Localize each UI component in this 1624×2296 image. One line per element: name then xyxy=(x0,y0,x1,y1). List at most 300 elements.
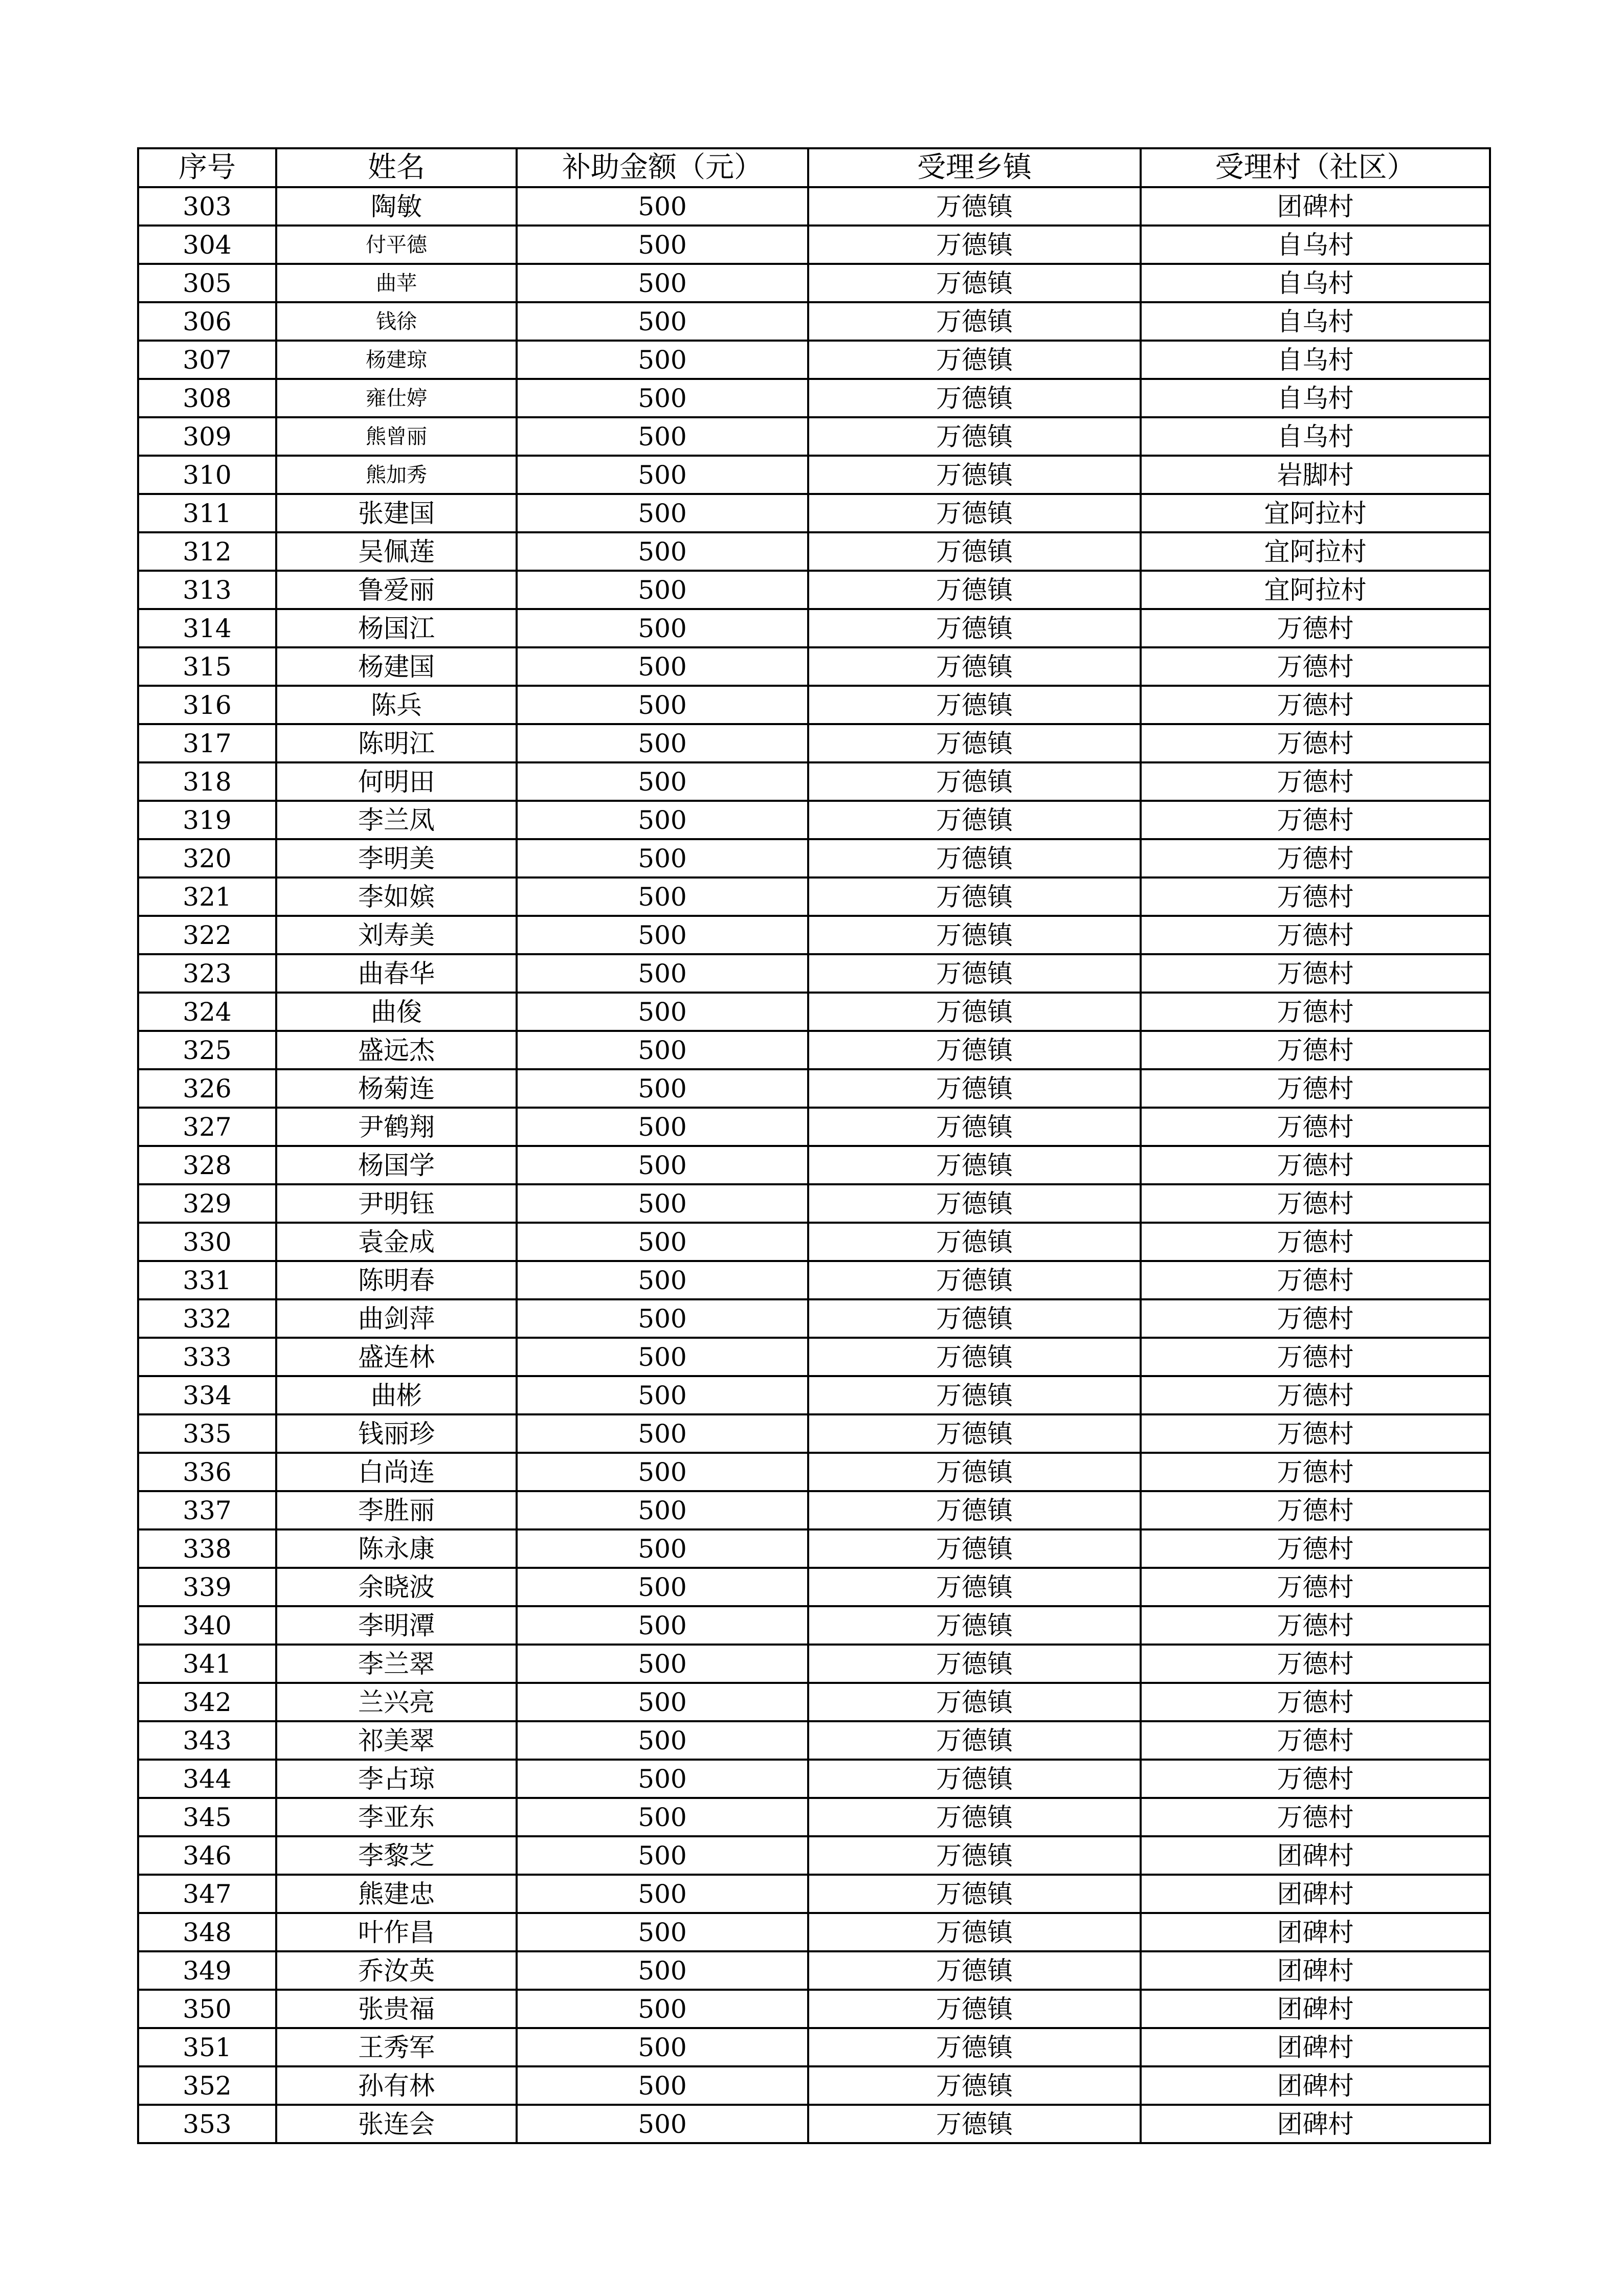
township-cell: 万德镇 xyxy=(808,801,1141,839)
name-cell: 雍仕婷 xyxy=(276,379,517,417)
amount-cell: 500 xyxy=(517,724,808,762)
serial-cell: 312 xyxy=(138,532,276,571)
name-cell: 刘寿美 xyxy=(276,916,517,954)
township-cell: 万德镇 xyxy=(808,379,1141,417)
village-cell: 万德村 xyxy=(1141,1299,1490,1338)
amount-cell: 500 xyxy=(517,1606,808,1645)
serial-cell: 316 xyxy=(138,686,276,724)
serial-cell: 337 xyxy=(138,1491,276,1529)
name-cell: 盛连林 xyxy=(276,1338,517,1376)
table-row xyxy=(138,724,1490,762)
village-cell: 万德村 xyxy=(1141,1146,1490,1184)
township-cell: 万德镇 xyxy=(808,1491,1141,1529)
village-cell: 万德村 xyxy=(1141,647,1490,686)
village-cell: 万德村 xyxy=(1141,1184,1490,1223)
table-row xyxy=(138,993,1490,1031)
amount-cell: 500 xyxy=(517,1951,808,1990)
township-cell: 万德镇 xyxy=(808,647,1141,686)
name-cell: 曲彬 xyxy=(276,1376,517,1414)
serial-cell: 321 xyxy=(138,877,276,916)
village-cell: 万德村 xyxy=(1141,1529,1490,1568)
name-cell: 杨菊连 xyxy=(276,1069,517,1108)
village-cell: 万德村 xyxy=(1141,801,1490,839)
table-row xyxy=(138,1529,1490,1568)
name-cell: 杨国江 xyxy=(276,609,517,647)
table-row xyxy=(138,494,1490,532)
name-cell: 曲春华 xyxy=(276,954,517,993)
township-cell: 万德镇 xyxy=(808,1951,1141,1990)
name-cell: 陈明江 xyxy=(276,724,517,762)
township-cell: 万德镇 xyxy=(808,1453,1141,1491)
amount-cell: 500 xyxy=(517,302,808,341)
name-cell: 祁美翠 xyxy=(276,1721,517,1760)
amount-cell: 500 xyxy=(517,1683,808,1721)
village-cell: 万德村 xyxy=(1141,1645,1490,1683)
table-body xyxy=(138,187,1490,2143)
amount-cell: 500 xyxy=(517,187,808,226)
village-cell: 团碑村 xyxy=(1141,2105,1490,2143)
village-cell: 万德村 xyxy=(1141,686,1490,724)
amount-cell: 500 xyxy=(517,1529,808,1568)
name-cell: 盛远杰 xyxy=(276,1031,517,1069)
table-row xyxy=(138,1913,1490,1951)
township-cell: 万德镇 xyxy=(808,456,1141,494)
serial-cell: 353 xyxy=(138,2105,276,2143)
amount-cell: 500 xyxy=(517,647,808,686)
village-cell: 团碑村 xyxy=(1141,1836,1490,1875)
name-cell: 余晓波 xyxy=(276,1568,517,1606)
township-cell: 万德镇 xyxy=(808,1760,1141,1798)
table-row xyxy=(138,1338,1490,1376)
table-row xyxy=(138,1069,1490,1108)
name-cell: 袁金成 xyxy=(276,1223,517,1261)
township-cell: 万德镇 xyxy=(808,1146,1141,1184)
table-row xyxy=(138,2028,1490,2066)
amount-cell: 500 xyxy=(517,571,808,609)
serial-cell: 309 xyxy=(138,417,276,456)
village-cell: 万德村 xyxy=(1141,1721,1490,1760)
serial-cell: 308 xyxy=(138,379,276,417)
amount-cell: 500 xyxy=(517,1836,808,1875)
name-cell: 李兰翠 xyxy=(276,1645,517,1683)
name-cell: 曲苹 xyxy=(276,264,517,302)
table-row xyxy=(138,1453,1490,1491)
table-row xyxy=(138,1184,1490,1223)
name-cell: 叶作昌 xyxy=(276,1913,517,1951)
table-row xyxy=(138,1376,1490,1414)
serial-cell: 339 xyxy=(138,1568,276,1606)
table-row xyxy=(138,686,1490,724)
amount-cell: 500 xyxy=(517,1875,808,1913)
amount-cell: 500 xyxy=(517,532,808,571)
table-header-row xyxy=(138,148,1490,187)
amount-cell: 500 xyxy=(517,839,808,877)
serial-cell: 320 xyxy=(138,839,276,877)
serial-cell: 347 xyxy=(138,1875,276,1913)
table-row xyxy=(138,839,1490,877)
name-cell: 陈兵 xyxy=(276,686,517,724)
amount-cell: 500 xyxy=(517,1069,808,1108)
serial-cell: 350 xyxy=(138,1990,276,2028)
township-cell: 万德镇 xyxy=(808,1529,1141,1568)
serial-cell: 338 xyxy=(138,1529,276,1568)
village-cell: 万德村 xyxy=(1141,724,1490,762)
name-cell: 何明田 xyxy=(276,762,517,801)
table-row xyxy=(138,532,1490,571)
amount-cell: 500 xyxy=(517,1299,808,1338)
amount-cell: 500 xyxy=(517,417,808,456)
name-cell: 尹明钰 xyxy=(276,1184,517,1223)
township-cell: 万德镇 xyxy=(808,1875,1141,1913)
name-cell: 钱徐 xyxy=(276,302,517,341)
village-cell: 自乌村 xyxy=(1141,264,1490,302)
name-cell: 张建国 xyxy=(276,494,517,532)
amount-cell: 500 xyxy=(517,1721,808,1760)
name-cell: 熊加秀 xyxy=(276,456,517,494)
amount-cell: 500 xyxy=(517,1491,808,1529)
name-cell: 李亚东 xyxy=(276,1798,517,1836)
table-row xyxy=(138,302,1490,341)
name-cell: 李胜丽 xyxy=(276,1491,517,1529)
serial-cell: 305 xyxy=(138,264,276,302)
amount-cell: 500 xyxy=(517,1223,808,1261)
table-row xyxy=(138,1414,1490,1453)
serial-cell: 334 xyxy=(138,1376,276,1414)
serial-cell: 303 xyxy=(138,187,276,226)
village-cell: 万德村 xyxy=(1141,839,1490,877)
village-cell: 自乌村 xyxy=(1141,379,1490,417)
township-cell: 万德镇 xyxy=(808,724,1141,762)
table-row xyxy=(138,456,1490,494)
serial-cell: 326 xyxy=(138,1069,276,1108)
amount-cell: 500 xyxy=(517,2066,808,2105)
village-cell: 团碑村 xyxy=(1141,2028,1490,2066)
name-cell: 曲俊 xyxy=(276,993,517,1031)
table-row xyxy=(138,2066,1490,2105)
amount-cell: 500 xyxy=(517,609,808,647)
name-cell: 杨建琼 xyxy=(276,341,517,379)
table-row xyxy=(138,1568,1490,1606)
header-township: 受理乡镇 xyxy=(808,148,1141,187)
village-cell: 万德村 xyxy=(1141,1376,1490,1414)
name-cell: 陶敏 xyxy=(276,187,517,226)
village-cell: 万德村 xyxy=(1141,609,1490,647)
amount-cell: 500 xyxy=(517,1108,808,1146)
serial-cell: 336 xyxy=(138,1453,276,1491)
table-row xyxy=(138,1836,1490,1875)
name-cell: 杨建国 xyxy=(276,647,517,686)
serial-cell: 306 xyxy=(138,302,276,341)
table-row xyxy=(138,264,1490,302)
serial-cell: 348 xyxy=(138,1913,276,1951)
village-cell: 万德村 xyxy=(1141,993,1490,1031)
township-cell: 万德镇 xyxy=(808,2066,1141,2105)
amount-cell: 500 xyxy=(517,1146,808,1184)
serial-cell: 327 xyxy=(138,1108,276,1146)
village-cell: 万德村 xyxy=(1141,762,1490,801)
name-cell: 乔汝英 xyxy=(276,1951,517,1990)
header-serial-number: 序号 xyxy=(138,148,276,187)
header-subsidy-amount: 补助金额（元） xyxy=(517,148,808,187)
amount-cell: 500 xyxy=(517,801,808,839)
table-row xyxy=(138,647,1490,686)
amount-cell: 500 xyxy=(517,1338,808,1376)
village-cell: 万德村 xyxy=(1141,1683,1490,1721)
serial-cell: 319 xyxy=(138,801,276,839)
village-cell: 万德村 xyxy=(1141,1338,1490,1376)
amount-cell: 500 xyxy=(517,1990,808,2028)
amount-cell: 500 xyxy=(517,954,808,993)
village-cell: 万德村 xyxy=(1141,1108,1490,1146)
serial-cell: 317 xyxy=(138,724,276,762)
table-row xyxy=(138,379,1490,417)
serial-cell: 311 xyxy=(138,494,276,532)
amount-cell: 500 xyxy=(517,1184,808,1223)
village-cell: 万德村 xyxy=(1141,1798,1490,1836)
amount-cell: 500 xyxy=(517,494,808,532)
header-village: 受理村（社区） xyxy=(1141,148,1490,187)
amount-cell: 500 xyxy=(517,686,808,724)
village-cell: 万德村 xyxy=(1141,916,1490,954)
township-cell: 万德镇 xyxy=(808,877,1141,916)
amount-cell: 500 xyxy=(517,456,808,494)
table-row xyxy=(138,1798,1490,1836)
table-row xyxy=(138,1760,1490,1798)
amount-cell: 500 xyxy=(517,1031,808,1069)
township-cell: 万德镇 xyxy=(808,532,1141,571)
subsidy-roster-sheet xyxy=(137,147,1489,2144)
amount-cell: 500 xyxy=(517,1453,808,1491)
name-cell: 陈永康 xyxy=(276,1529,517,1568)
village-cell: 团碑村 xyxy=(1141,1913,1490,1951)
serial-cell: 315 xyxy=(138,647,276,686)
township-cell: 万德镇 xyxy=(808,1299,1141,1338)
village-cell: 万德村 xyxy=(1141,1414,1490,1453)
table-row xyxy=(138,1606,1490,1645)
village-cell: 万德村 xyxy=(1141,1568,1490,1606)
name-cell: 熊建忠 xyxy=(276,1875,517,1913)
name-cell: 陈明春 xyxy=(276,1261,517,1299)
table-row xyxy=(138,1146,1490,1184)
village-cell: 自乌村 xyxy=(1141,341,1490,379)
serial-cell: 345 xyxy=(138,1798,276,1836)
township-cell: 万德镇 xyxy=(808,1645,1141,1683)
serial-cell: 329 xyxy=(138,1184,276,1223)
name-cell: 李明美 xyxy=(276,839,517,877)
name-cell: 付平德 xyxy=(276,226,517,264)
serial-cell: 342 xyxy=(138,1683,276,1721)
amount-cell: 500 xyxy=(517,2028,808,2066)
name-cell: 孙有林 xyxy=(276,2066,517,2105)
table-row xyxy=(138,226,1490,264)
table-row xyxy=(138,571,1490,609)
township-cell: 万德镇 xyxy=(808,609,1141,647)
serial-cell: 313 xyxy=(138,571,276,609)
name-cell: 熊曾丽 xyxy=(276,417,517,456)
township-cell: 万德镇 xyxy=(808,916,1141,954)
village-cell: 万德村 xyxy=(1141,1491,1490,1529)
serial-cell: 330 xyxy=(138,1223,276,1261)
amount-cell: 500 xyxy=(517,1798,808,1836)
village-cell: 万德村 xyxy=(1141,1261,1490,1299)
amount-cell: 500 xyxy=(517,762,808,801)
serial-cell: 333 xyxy=(138,1338,276,1376)
township-cell: 万德镇 xyxy=(808,993,1141,1031)
name-cell: 王秀军 xyxy=(276,2028,517,2066)
name-cell: 李兰凤 xyxy=(276,801,517,839)
amount-cell: 500 xyxy=(517,264,808,302)
table-row xyxy=(138,1951,1490,1990)
subsidy-roster-table xyxy=(137,147,1491,2144)
village-cell: 岩脚村 xyxy=(1141,456,1490,494)
village-cell: 万德村 xyxy=(1141,1031,1490,1069)
township-cell: 万德镇 xyxy=(808,1108,1141,1146)
table-row xyxy=(138,1875,1490,1913)
table-row xyxy=(138,762,1490,801)
serial-cell: 343 xyxy=(138,1721,276,1760)
serial-cell: 328 xyxy=(138,1146,276,1184)
serial-cell: 307 xyxy=(138,341,276,379)
table-row xyxy=(138,2105,1490,2143)
amount-cell: 500 xyxy=(517,1376,808,1414)
village-cell: 万德村 xyxy=(1141,1069,1490,1108)
name-cell: 李如嫔 xyxy=(276,877,517,916)
serial-cell: 324 xyxy=(138,993,276,1031)
township-cell: 万德镇 xyxy=(808,954,1141,993)
name-cell: 张连会 xyxy=(276,2105,517,2143)
name-cell: 鲁爱丽 xyxy=(276,571,517,609)
serial-cell: 323 xyxy=(138,954,276,993)
serial-cell: 349 xyxy=(138,1951,276,1990)
amount-cell: 500 xyxy=(517,877,808,916)
name-cell: 尹鹤翔 xyxy=(276,1108,517,1146)
township-cell: 万德镇 xyxy=(808,1913,1141,1951)
village-cell: 团碑村 xyxy=(1141,1990,1490,2028)
header-name: 姓名 xyxy=(276,148,517,187)
township-cell: 万德镇 xyxy=(808,1184,1141,1223)
table-row xyxy=(138,1299,1490,1338)
table-row xyxy=(138,1223,1490,1261)
village-cell: 宜阿拉村 xyxy=(1141,571,1490,609)
township-cell: 万德镇 xyxy=(808,341,1141,379)
township-cell: 万德镇 xyxy=(808,762,1141,801)
village-cell: 自乌村 xyxy=(1141,226,1490,264)
township-cell: 万德镇 xyxy=(808,1836,1141,1875)
township-cell: 万德镇 xyxy=(808,1568,1141,1606)
township-cell: 万德镇 xyxy=(808,1223,1141,1261)
amount-cell: 500 xyxy=(517,341,808,379)
serial-cell: 335 xyxy=(138,1414,276,1453)
township-cell: 万德镇 xyxy=(808,1338,1141,1376)
amount-cell: 500 xyxy=(517,1645,808,1683)
name-cell: 钱丽珍 xyxy=(276,1414,517,1453)
serial-cell: 346 xyxy=(138,1836,276,1875)
amount-cell: 500 xyxy=(517,2105,808,2143)
township-cell: 万德镇 xyxy=(808,1261,1141,1299)
table-row xyxy=(138,341,1490,379)
name-cell: 李占琼 xyxy=(276,1760,517,1798)
village-cell: 宜阿拉村 xyxy=(1141,494,1490,532)
village-cell: 万德村 xyxy=(1141,954,1490,993)
table-row xyxy=(138,417,1490,456)
township-cell: 万德镇 xyxy=(808,1069,1141,1108)
village-cell: 团碑村 xyxy=(1141,2066,1490,2105)
serial-cell: 331 xyxy=(138,1261,276,1299)
table-row xyxy=(138,916,1490,954)
name-cell: 李黎芝 xyxy=(276,1836,517,1875)
serial-cell: 340 xyxy=(138,1606,276,1645)
township-cell: 万德镇 xyxy=(808,1990,1141,2028)
village-cell: 团碑村 xyxy=(1141,1951,1490,1990)
township-cell: 万德镇 xyxy=(808,494,1141,532)
township-cell: 万德镇 xyxy=(808,187,1141,226)
serial-cell: 341 xyxy=(138,1645,276,1683)
township-cell: 万德镇 xyxy=(808,1376,1141,1414)
name-cell: 曲剑萍 xyxy=(276,1299,517,1338)
table-row xyxy=(138,187,1490,226)
township-cell: 万德镇 xyxy=(808,2028,1141,2066)
township-cell: 万德镇 xyxy=(808,686,1141,724)
name-cell: 张贵福 xyxy=(276,1990,517,2028)
table-row xyxy=(138,801,1490,839)
serial-cell: 325 xyxy=(138,1031,276,1069)
village-cell: 万德村 xyxy=(1141,1223,1490,1261)
table-row xyxy=(138,1261,1490,1299)
serial-cell: 310 xyxy=(138,456,276,494)
serial-cell: 344 xyxy=(138,1760,276,1798)
table-row xyxy=(138,1683,1490,1721)
amount-cell: 500 xyxy=(517,1261,808,1299)
township-cell: 万德镇 xyxy=(808,226,1141,264)
township-cell: 万德镇 xyxy=(808,1798,1141,1836)
village-cell: 万德村 xyxy=(1141,1760,1490,1798)
township-cell: 万德镇 xyxy=(808,571,1141,609)
table-row xyxy=(138,1990,1490,2028)
amount-cell: 500 xyxy=(517,1414,808,1453)
amount-cell: 500 xyxy=(517,1913,808,1951)
village-cell: 团碑村 xyxy=(1141,187,1490,226)
amount-cell: 500 xyxy=(517,916,808,954)
township-cell: 万德镇 xyxy=(808,2105,1141,2143)
village-cell: 自乌村 xyxy=(1141,417,1490,456)
table-row xyxy=(138,1108,1490,1146)
village-cell: 宜阿拉村 xyxy=(1141,532,1490,571)
table-row xyxy=(138,1031,1490,1069)
township-cell: 万德镇 xyxy=(808,1606,1141,1645)
table-row xyxy=(138,609,1490,647)
name-cell: 白尚连 xyxy=(276,1453,517,1491)
serial-cell: 304 xyxy=(138,226,276,264)
township-cell: 万德镇 xyxy=(808,1721,1141,1760)
name-cell: 吴佩莲 xyxy=(276,532,517,571)
township-cell: 万德镇 xyxy=(808,839,1141,877)
township-cell: 万德镇 xyxy=(808,1414,1141,1453)
table-row xyxy=(138,1721,1490,1760)
name-cell: 兰兴亮 xyxy=(276,1683,517,1721)
serial-cell: 352 xyxy=(138,2066,276,2105)
table-row xyxy=(138,877,1490,916)
township-cell: 万德镇 xyxy=(808,264,1141,302)
amount-cell: 500 xyxy=(517,1568,808,1606)
table-row xyxy=(138,954,1490,993)
name-cell: 杨国学 xyxy=(276,1146,517,1184)
township-cell: 万德镇 xyxy=(808,302,1141,341)
amount-cell: 500 xyxy=(517,379,808,417)
village-cell: 自乌村 xyxy=(1141,302,1490,341)
serial-cell: 332 xyxy=(138,1299,276,1338)
amount-cell: 500 xyxy=(517,1760,808,1798)
village-cell: 团碑村 xyxy=(1141,1875,1490,1913)
